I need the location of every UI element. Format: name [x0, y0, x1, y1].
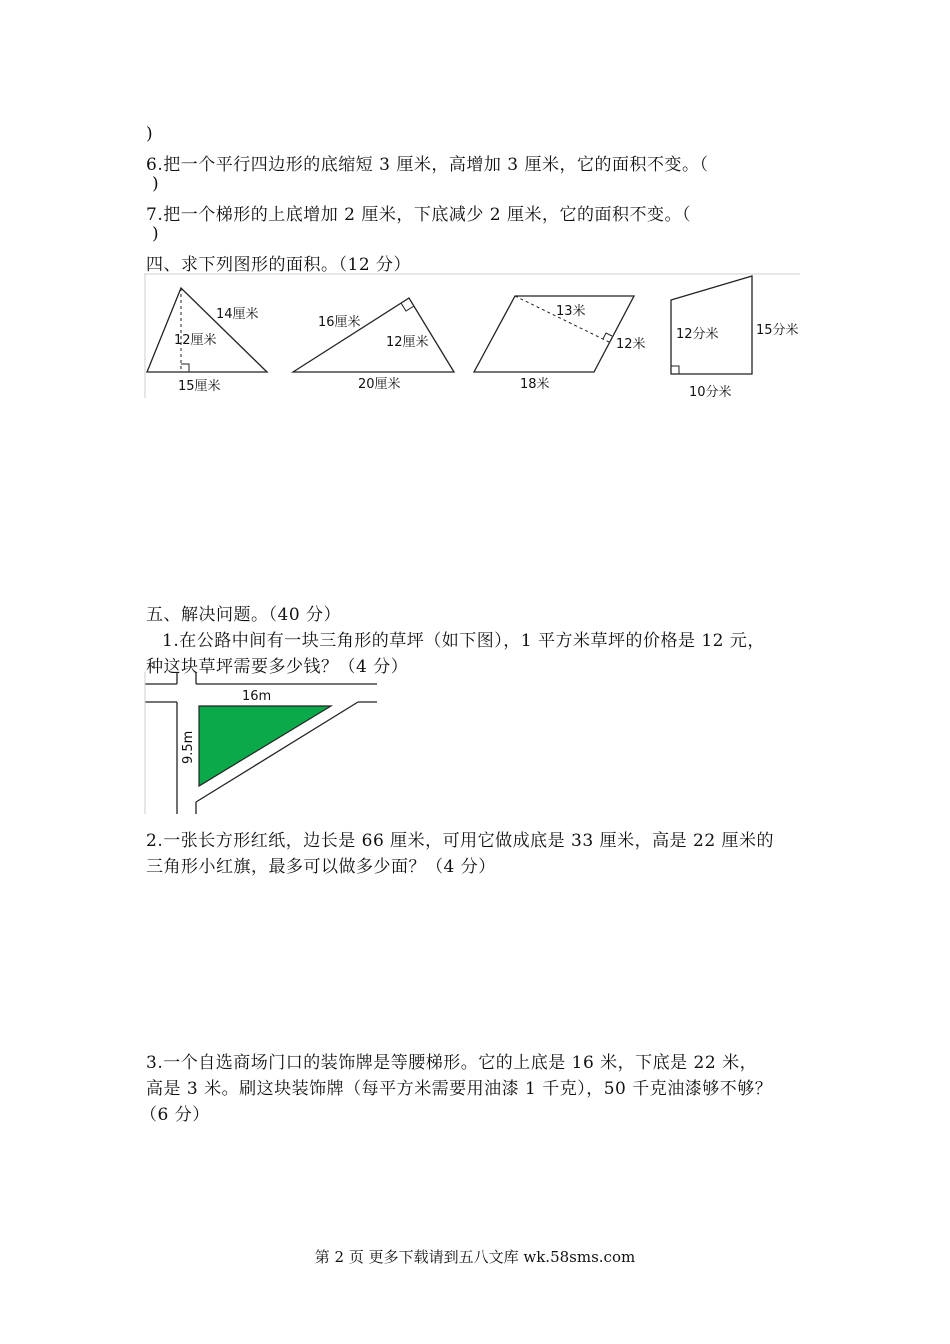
problem-3-line-2: 高是 3 米。刷这块装饰牌（每平方米需要用油漆 1 千克），50 千克油漆够不够？	[146, 1079, 773, 1099]
q6-bracket-close: )	[152, 174, 160, 194]
q7-bracket-close: )	[152, 224, 160, 244]
lawn-top-label: 16m	[242, 689, 272, 704]
trapezoid-figure	[671, 276, 799, 400]
fig2-height-label: 12厘米	[386, 335, 429, 350]
q5-bracket-close: )	[146, 124, 154, 144]
problem-2-line-2: 三角形小红旗，最多可以做多少面？（4 分）	[146, 857, 496, 877]
problem-1-line-2: 种这块草坪需要多少钱？（4 分）	[146, 657, 409, 677]
problem-3-line-3: （6 分）	[140, 1105, 210, 1125]
area-figures	[144, 272, 944, 412]
fig4-right-label: 15分米	[756, 323, 799, 338]
fig3-base-label: 18米	[520, 377, 550, 392]
triangle-figure-2	[293, 298, 454, 392]
fig3-diagonal-label: 13米	[556, 304, 586, 319]
judge-item-6: 6.把一个平行四边形的底缩短 3 厘米，高增加 3 厘米，它的面积不变。（	[146, 155, 709, 175]
fig1-side-label: 14厘米	[216, 307, 259, 322]
triangle-figure-1	[147, 288, 267, 394]
section-5-title: 五、解决问题。（40 分）	[146, 605, 342, 625]
lawn-figure	[144, 672, 384, 822]
problem-1-line-1: 1.在公路中间有一块三角形的草坪（如下图），1 平方米草坪的价格是 12 元，	[162, 631, 765, 651]
section-4-title: 四、求下列图形的面积。（12 分）	[146, 255, 412, 275]
fig3-height-label: 12米	[616, 337, 646, 352]
page-footer: 第 2 页 更多下载请到五八文库 wk.58sms.com	[314, 1248, 636, 1266]
lawn-side-label: 9.5m	[181, 730, 196, 764]
fig1-base-label: 15厘米	[178, 379, 221, 394]
judge-item-7: 7.把一个梯形的上底增加 2 厘米，下底减少 2 厘米，它的面积不变。（	[146, 205, 691, 225]
parallelogram-figure	[474, 296, 646, 392]
problem-2-line-1: 2.一张长方形红纸，边长是 66 厘米，可用它做成底是 33 厘米，高是 22 厘米的	[146, 831, 775, 851]
problem-3-line-1: 3.一个自选商场门口的装饰牌是等腰梯形。它的上底是 16 米，下底是 22 米，	[146, 1053, 758, 1073]
fig2-base-label: 20厘米	[358, 377, 401, 392]
fig2-side-label: 16厘米	[318, 315, 361, 330]
lawn-triangle	[199, 706, 331, 786]
fig4-base-label: 10分米	[689, 385, 732, 400]
fig1-height-label: 12厘米	[174, 333, 217, 348]
fig4-left-label: 12分米	[676, 327, 719, 342]
